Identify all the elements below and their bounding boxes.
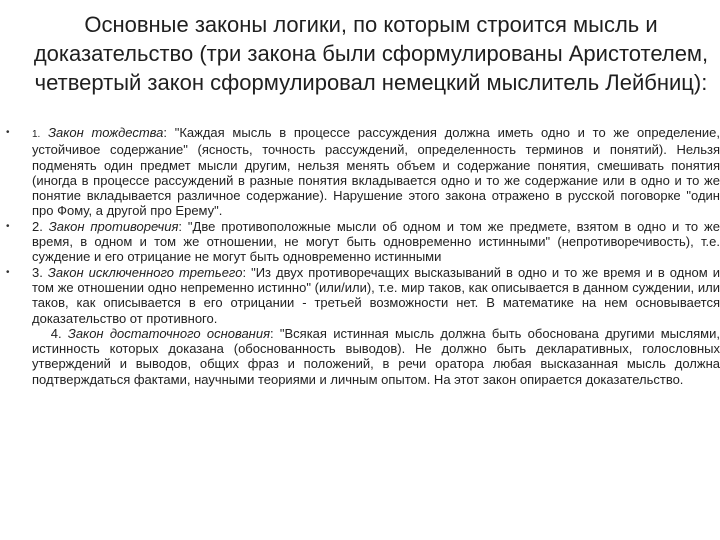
bullet-icon: • (6, 266, 10, 278)
law-number: 2. (32, 218, 43, 234)
law-text: : "Две противоположные мысли об одном и том же предмете, взятом в одно и то же время, в одном и том же отношении, не могут быть одновременно истинными" (непротиворечивость), т.е. суждение и его отрицание не могут быть одновременно истинными (32, 218, 720, 265)
law-name: Закон достаточного основания (67, 325, 271, 341)
law-text: : "Всякая истинная мысль должна быть обоснована другими мыслями, истинность которых доказана (обоснованность выводов). Не должно быть декларативных, голословных утверждений и выводов, общих фраз и положений, в речи оратора любая высказанная мысль должна подтверждаться фактами, научными теориями и личным опытом. На этот закон опирается доказательство. (32, 325, 720, 387)
law-text: : "Из двух противоречащих высказываний в одно и то же время и в одном и том же отношении одно непременно истинно" (или/или), т.е. мир таков, как описывается в данном суждении, или таков, как описывается в его отрицании - третьей возможности нет. В математике на нем основывается доказательство от противного. (32, 264, 720, 326)
law-number: 3. (32, 264, 43, 280)
law-paragraph (32, 326, 720, 387)
law-name: Закон тождества (48, 125, 164, 140)
law-paragraph (32, 265, 720, 326)
law-text: : "Каждая мысль в процессе рассуждения должна иметь одно и то же определение, устойчивое содержание" (ясность, точность рассуждений, определенность терминов и понятий). Нельзя подменять один предмет мысли другим, нельзя менять объем и содержание понятия, смешивать понятия (иногда в процессе рассуждений в разные понятия вкладывается одно и то же содержание или в одно и то же понятие вкладывается различное содержание). Нарушение этого закона отражено в русской поговорке "один про Фому, а другой про Ерему". (32, 125, 720, 219)
law-item-contradiction (4, 219, 720, 265)
law-name: Закон противоречия (48, 218, 179, 234)
slide-title: Основные законы логики, по которым строится мысль и доказательство (три закона были сформулированы Аристотелем, четвертый закон сформулировал немецкий мыслитель Лейбниц): (33, 12, 709, 95)
law-paragraph (32, 219, 720, 265)
law-item-sufficient-reason (4, 326, 720, 387)
law-number: 4. (50, 325, 62, 341)
bullet-icon: • (6, 127, 10, 138)
law-item-identity (4, 125, 720, 219)
law-name: Закон исключенного третьего (47, 264, 243, 280)
law-item-excluded-middle (4, 265, 720, 326)
laws-list (4, 125, 720, 387)
bullet-icon: • (6, 220, 10, 232)
law-number: 1. (32, 129, 41, 140)
law-paragraph (32, 125, 720, 219)
